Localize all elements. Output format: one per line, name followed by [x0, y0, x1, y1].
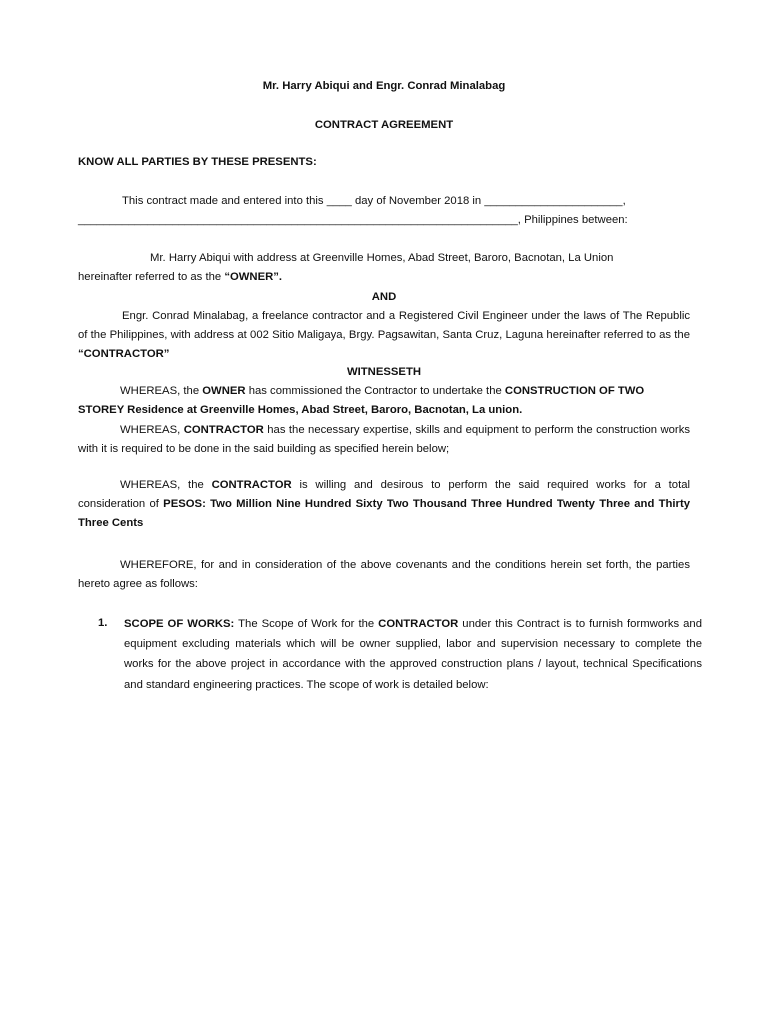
contractor-paragraph	[78, 307, 690, 364]
whereas3-middle: is willing and desirous to perform the said required works for a total consideration of	[78, 479, 691, 510]
scope-list-number: 1.	[98, 617, 108, 629]
whereas1-project-line2: STOREY Residence at Greenville Homes, Abad Street, Baroro, Bacnotan, La union.	[78, 404, 523, 416]
whereas2-prefix: WHEREAS,	[120, 424, 184, 436]
whereas1-middle: has commissioned the Contractor to undertake the	[245, 385, 505, 397]
intro-line-2: ______________________________________________________________________, Philippines between:	[78, 214, 628, 226]
contractor-text: Engr. Conrad Minalabag, a freelance contractor and a Registered Civil Engineer under the laws of The Republic of the Philippines, with address at 002 Sitio Maligaya, Brgy. Pagsawitan, Santa Cruz, Laguna hereinafter referred to as the	[78, 310, 690, 341]
scope-text-2: under this Contract is to furnish formworks and equipment excluding materials which will be owner supplied, labor and supervision necessary to complete the works for the above project in accordance with the approved construction plans / layout, technical Specifications and standard engineering practices. The scope of work is detailed below:	[124, 618, 702, 691]
whereas1-prefix: WHEREAS, the	[120, 385, 203, 397]
whereas-contractor-paragraph	[78, 421, 690, 459]
owner-address: with address at Greenville Homes, Abad Street, Baroro, Bacnotan, La Union	[230, 252, 614, 264]
scope-contractor: CONTRACTOR	[378, 618, 459, 630]
whereas-owner-paragraph	[78, 382, 690, 420]
and-separator: AND	[371, 291, 397, 303]
owner-name: Mr. Harry Abiqui	[150, 252, 231, 264]
whereas3-contractor: CONTRACTOR	[211, 479, 292, 491]
scope-text-1: The Scope of Work for the	[234, 618, 379, 630]
intro-line-1: This contract made and entered into this ____ day of November 2018 in ______________________,	[122, 195, 626, 207]
wherefore-paragraph: WHEREFORE, for and in consideration of the above covenants and the conditions herein set forth, the parties hereto agree as follows:	[78, 559, 690, 590]
owner-referred-prefix: hereinafter referred to as the	[78, 271, 225, 283]
whereas1-project-line1: CONSTRUCTION OF TWO	[504, 385, 645, 397]
owner-label: “OWNER”.	[224, 271, 283, 283]
owner-paragraph	[78, 249, 690, 287]
contractor-label: “CONTRACTOR”	[78, 348, 170, 360]
whereas2-rest: has the necessary expertise, skills and equipment to perform the construction works with it is required to be done in the said building as specified herein below;	[78, 424, 690, 455]
scope-of-works-paragraph	[124, 614, 702, 695]
whereas3-prefix: WHEREAS, the	[120, 479, 212, 491]
whereas1-owner: OWNER	[202, 385, 246, 397]
document-title: CONTRACT AGREEMENT	[314, 119, 454, 131]
witnesseth-heading: WITNESSETH	[346, 366, 422, 378]
whereas-consideration-paragraph	[78, 476, 690, 533]
know-all-heading: KNOW ALL PARTIES BY THESE PRESENTS:	[78, 156, 317, 168]
scope-heading: SCOPE OF WORKS:	[124, 618, 235, 630]
whereas2-contractor: CONTRACTOR	[183, 424, 264, 436]
whereas3-amount: PESOS: Two Million Nine Hundred Sixty Two Thousand Three Hundred Twenty Three and Thirty Three Cents	[78, 498, 690, 529]
parties-heading: Mr. Harry Abiqui and Engr. Conrad Minalabag	[262, 80, 506, 92]
